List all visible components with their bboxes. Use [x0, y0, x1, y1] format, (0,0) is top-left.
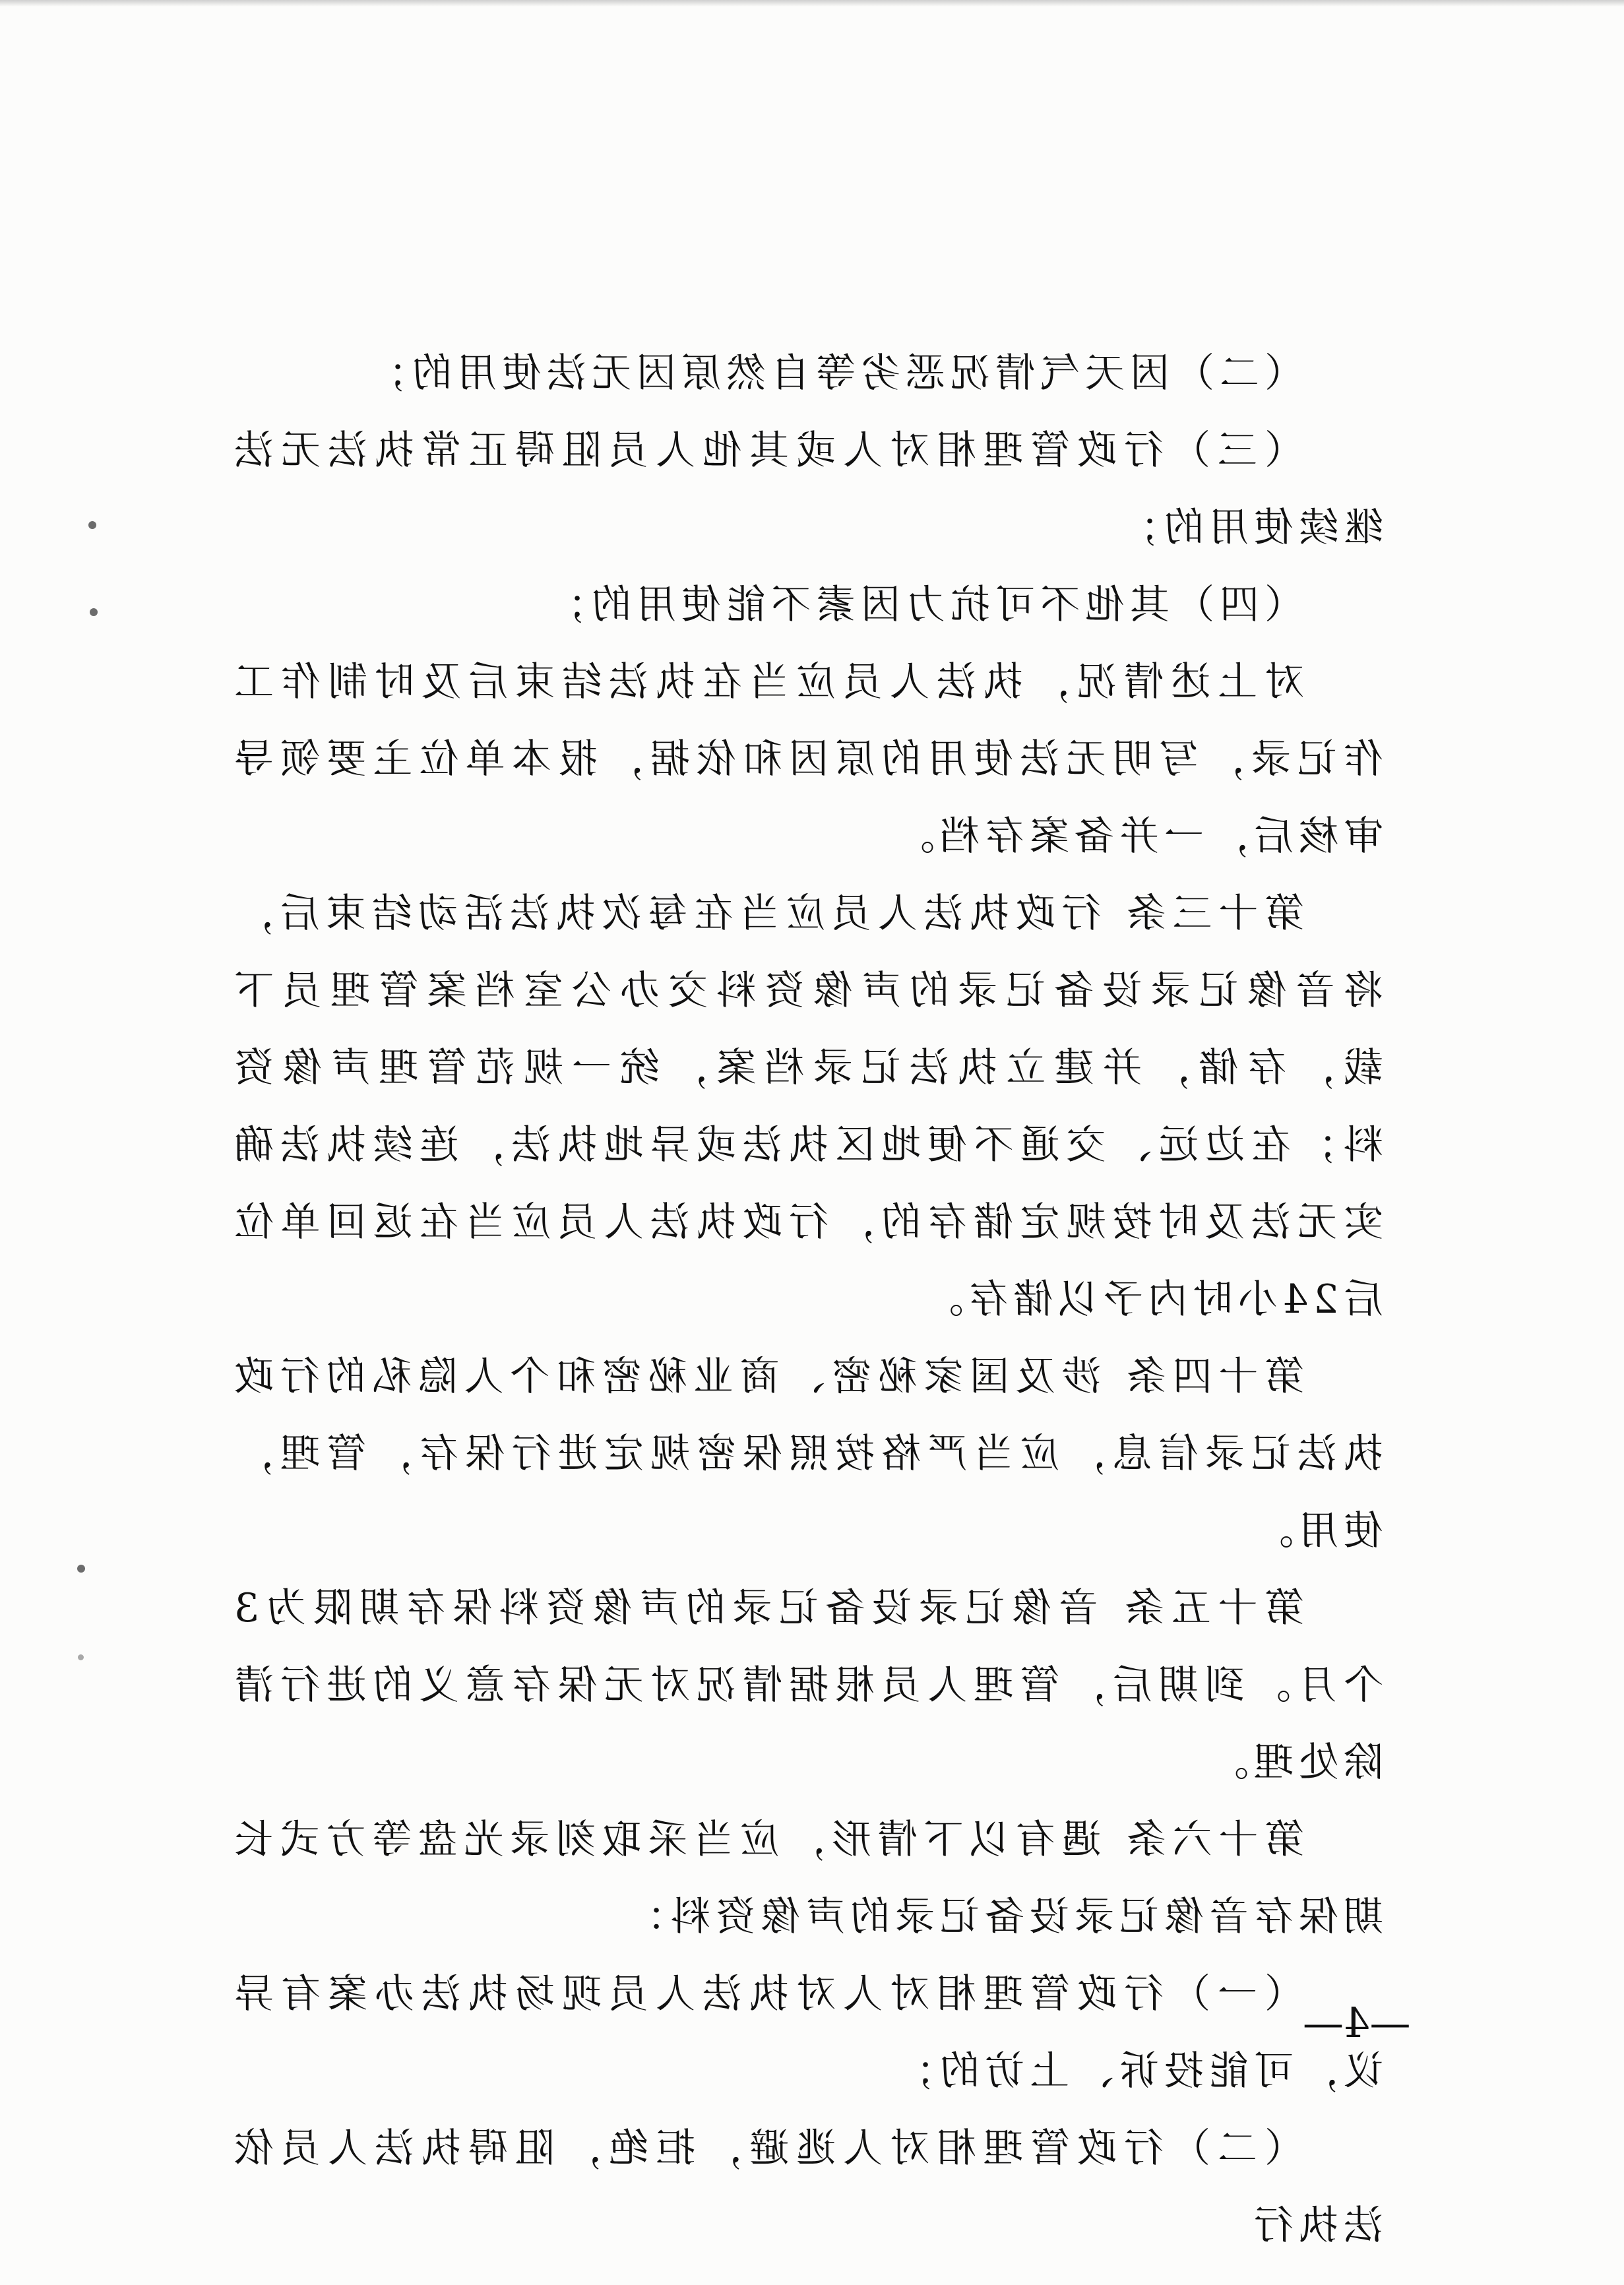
paragraph-article-15: 第十五条 音像记录设备记录的声像资料保存期限为3个月。到期后，管理人员根据情况对无保存意义的进行清除处理。 [229, 1585, 1383, 1786]
document-body [229, 335, 1383, 2265]
paragraph-article-16: 第十六条 遇有以下情形，应当采取刻录光盘等方式长期保存音像记录设备记录的声像资料： [229, 1817, 1383, 1940]
paragraph-article-16-clause-2: （二）行政管理相对人逃避，拒绝，阻碍执法人员依法执行 [229, 2125, 1383, 2249]
page-number: —4— [1303, 1999, 1411, 2047]
paragraph-article-14: 第十四条 涉及国家秘密、商业秘密和个人隐私的行政执法记录信息，应当严格按照保密规定进行保存，管理，使用。 [229, 1354, 1383, 1554]
paragraph-clause-2: （二）因天气情况恶劣等自然原因无法使用的； [362, 350, 1304, 396]
paragraph-article-13: 第十三条 行政执法人员应当在每次执法活动结束后，将音像记录设备记录的声像资料交办公室档案管理员下载，存储，并建立执法记录档案，统一规范管理声像资料；在边远、交通不便地区执法或异地执法，连续执法确实无法及时按规定储存的，行政执法人员应当在返回单位后24小时内予以储存。 [229, 891, 1383, 1323]
paragraph-clause-3: （三）行政管理相对人或其他人员阻碍正常执法无法继续使用的； [229, 427, 1383, 551]
paragraph-article-16-clause-1: （一）行政管理相对人对执法人员现场执法办案有异议，可能投诉、上访的； [229, 1971, 1383, 2094]
paragraph-clause-4: （四）其他不可抗力因素不能使用的； [542, 582, 1304, 628]
paragraph-record-requirement: 对上述情况，执法人员应当在执法结束后及时制作工作记录，写明无法使用的原因和依据，报本单位主要领导审核后，一并备案存档。 [229, 659, 1383, 860]
